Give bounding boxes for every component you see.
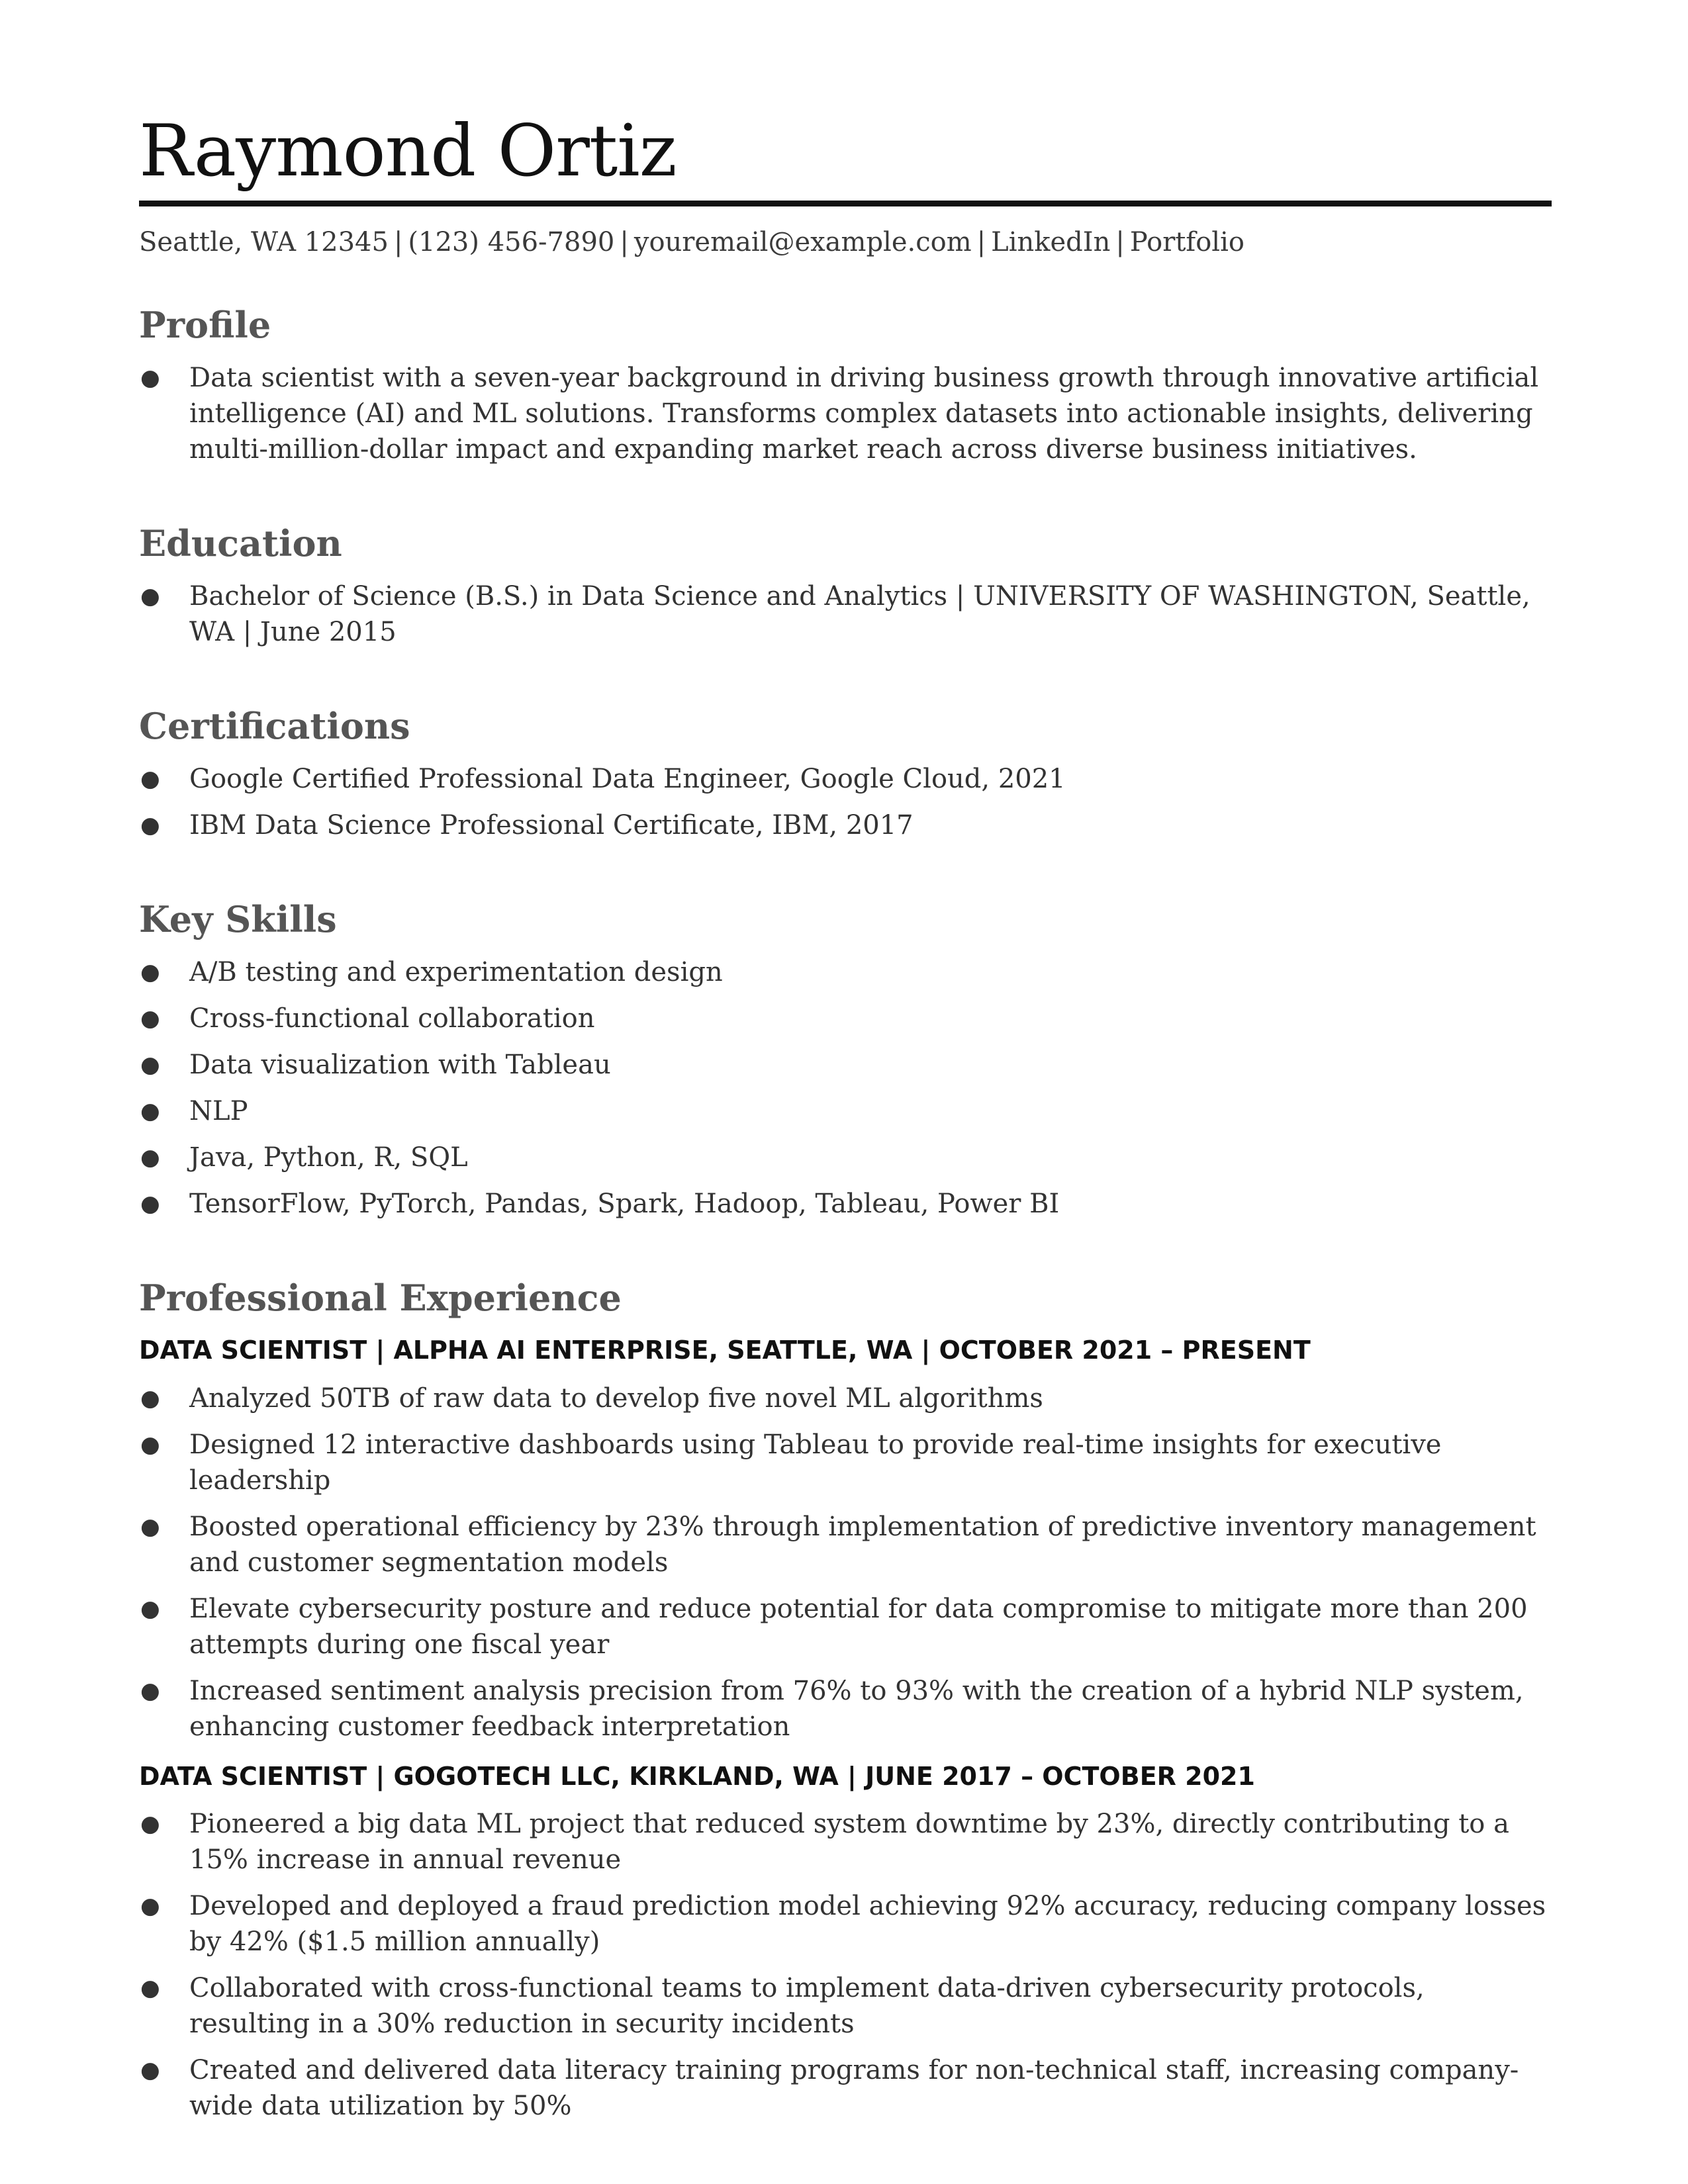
list-item: ● Data visualization with Tableau — [139, 1047, 1552, 1083]
section-title-education: Education — [139, 522, 342, 565]
profile-list — [139, 360, 1552, 467]
contact-portfolio-link[interactable]: Portfolio — [1129, 226, 1244, 257]
contact-linkedin-link[interactable]: LinkedIn — [991, 226, 1111, 257]
job-heading: DATA SCIENTIST | ALPHA AI ENTERPRISE, SEATTLE, WA | OCTOBER 2021 – PRESENT — [139, 1336, 1311, 1365]
contact-phone: (123) 456-7890 — [408, 226, 615, 257]
list-item: ● Java, Python, R, SQL — [139, 1140, 1552, 1175]
list-item: ● Developed and deployed a fraud prediction model achieving 92% accuracy, reducing company losses by 42% ($1.5 million annually) — [139, 1888, 1552, 1960]
contact-separator: | — [393, 226, 403, 257]
list-item: ● Boosted operational efficiency by 23% through implementation of predictive inventory management and customer segmentation models — [139, 1509, 1552, 1580]
list-item: ● NLP — [139, 1093, 1552, 1129]
bullet-icon: ● — [140, 582, 160, 610]
education-list — [139, 578, 1552, 650]
list-item: ● Data scientist with a seven-year background in driving business growth through innovative artificial intelligence (AI) and ML solutions. Transforms complex datasets into actionable insights, delivering multi-million-dollar impact and expanding market reach across diverse business initiatives. — [139, 360, 1552, 467]
list-item: ● Increased sentiment analysis precision from 76% to 93% with the creation of a hybrid NLP system, enhancing customer feedback interpretation — [139, 1673, 1552, 1745]
bullet-icon: ● — [140, 1975, 160, 2002]
candidate-name: Raymond Ortiz — [139, 110, 677, 193]
bullet-icon: ● — [140, 959, 160, 986]
profile-section — [139, 304, 1552, 467]
skills-list — [139, 954, 1552, 1222]
section-title-profile: Profile — [139, 303, 271, 346]
list-item: ● A/B testing and experimentation design — [139, 954, 1552, 990]
list-item: ● Collaborated with cross-functional teams to implement data-driven cybersecurity protocols, resulting in a 30% reduction in security incidents — [139, 1970, 1552, 2042]
bullet-icon: ● — [140, 1385, 160, 1412]
job-bullets — [139, 1381, 1552, 1745]
bullet-icon: ● — [140, 1431, 160, 1458]
bullet-icon: ● — [140, 1144, 160, 1171]
list-item: ● Bachelor of Science (B.S.) in Data Science and Analytics | UNIVERSITY OF WASHINGTON, Seattle, WA | June 2015 — [139, 578, 1552, 650]
section-title-experience: Professional Experience — [139, 1277, 622, 1320]
bullet-icon: ● — [140, 2057, 160, 2084]
list-item: ● Analyzed 50TB of raw data to develop five novel ML algorithms — [139, 1381, 1552, 1416]
list-item: ● Cross-functional collaboration — [139, 1001, 1552, 1036]
bullet-icon: ● — [140, 364, 160, 391]
bullet-icon: ● — [140, 1595, 160, 1622]
job-entry — [139, 1336, 1552, 1745]
contact-separator: | — [1115, 226, 1125, 257]
education-section — [139, 523, 1552, 650]
bullet-icon: ● — [140, 1677, 160, 1704]
skills-section — [139, 899, 1552, 1222]
resume-page — [139, 110, 1552, 2134]
bullet-icon: ● — [140, 1052, 160, 1079]
experience-section — [139, 1277, 1552, 2124]
certifications-section — [139, 705, 1552, 843]
section-title-certifications: Certifications — [139, 704, 410, 747]
contact-location: Seattle, WA 12345 — [139, 226, 389, 257]
job-heading: DATA SCIENTIST | GOGOTECH LLC, KIRKLAND, WA | JUNE 2017 – OCTOBER 2021 — [139, 1761, 1255, 1791]
bullet-icon: ● — [140, 1811, 160, 1838]
bullet-icon: ● — [140, 1191, 160, 1218]
bullet-icon: ● — [140, 1098, 160, 1125]
list-item: ● TensorFlow, PyTorch, Pandas, Spark, Hadoop, Tableau, Power BI — [139, 1186, 1552, 1222]
list-item: ● Google Certified Professional Data Engineer, Google Cloud, 2021 — [139, 761, 1552, 797]
bullet-icon: ● — [140, 1513, 160, 1540]
contact-line — [139, 226, 1552, 258]
bullet-icon: ● — [140, 812, 160, 839]
contact-email[interactable]: youremail@example.com — [633, 226, 972, 257]
header-divider — [139, 201, 1552, 206]
job-entry — [139, 1762, 1552, 2124]
certifications-list — [139, 761, 1552, 843]
list-item: ● IBM Data Science Professional Certificate, IBM, 2017 — [139, 807, 1552, 843]
list-item: ● Elevate cybersecurity posture and reduce potential for data compromise to mitigate more than 200 attempts during one fiscal year — [139, 1591, 1552, 1662]
bullet-icon: ● — [140, 1893, 160, 1920]
list-item: ● Designed 12 interactive dashboards using Tableau to provide real-time insights for executive leadership — [139, 1427, 1552, 1498]
bullet-icon: ● — [140, 766, 160, 793]
contact-separator: | — [620, 226, 629, 257]
list-item: ● Created and delivered data literacy training programs for non-technical staff, increasing company-wide data utilization by 50% — [139, 2052, 1552, 2124]
section-title-skills: Key Skills — [139, 898, 337, 941]
job-bullets — [139, 1806, 1552, 2124]
contact-separator: | — [976, 226, 986, 257]
bullet-icon: ● — [140, 1005, 160, 1032]
list-item: ● Pioneered a big data ML project that reduced system downtime by 23%, directly contributing to a 15% increase in annual revenue — [139, 1806, 1552, 1878]
